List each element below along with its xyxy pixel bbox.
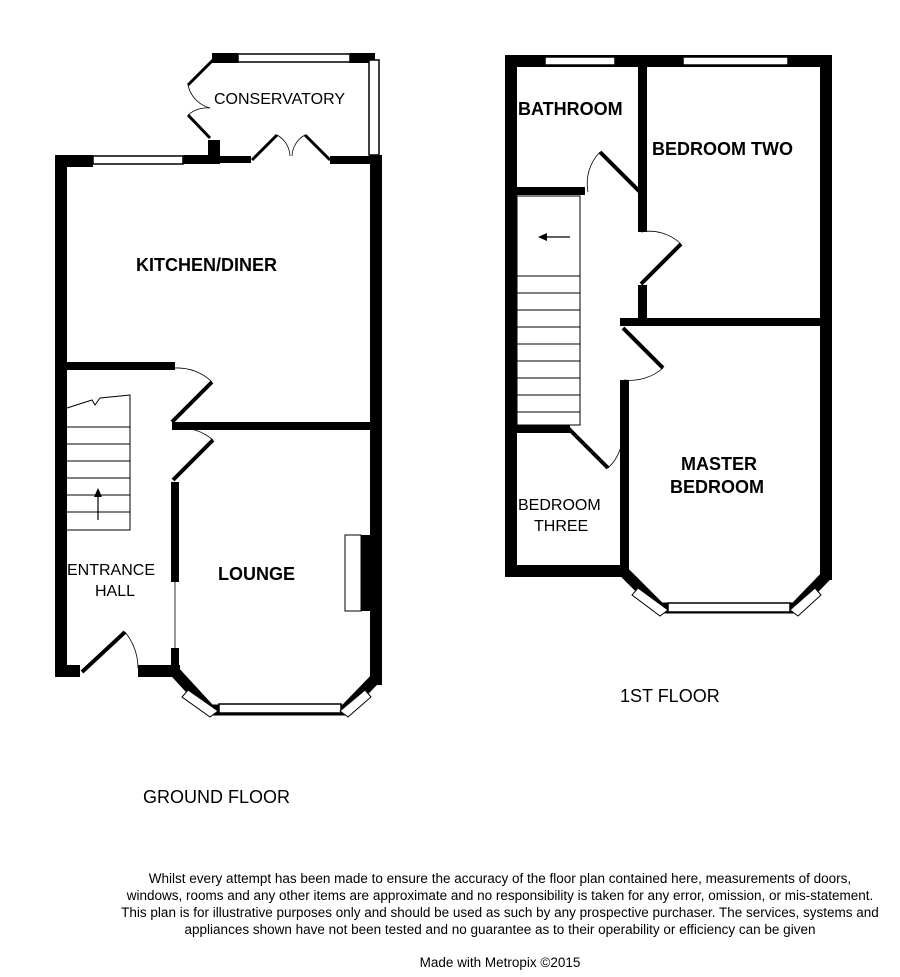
ff-master-window [668, 603, 790, 612]
ff-stairs-arrow [538, 233, 547, 241]
ff-wall-bed3-top [512, 425, 570, 433]
gf-wall-right [370, 155, 382, 685]
ff-wall-left [505, 55, 517, 576]
ff-wall-bath-bed2 [638, 62, 647, 232]
ground-floor-plan [55, 53, 382, 717]
gf-wall-top-mid3 [218, 156, 251, 163]
master-bedroom-label-line1: MASTER [681, 454, 757, 474]
master-bedroom-label-line2: BEDROOM [670, 477, 764, 497]
gf-conservatory-window-right [369, 60, 379, 155]
gf-kitchen-window [93, 156, 183, 164]
gf-wall-left [55, 155, 67, 677]
gf-lounge-window [219, 704, 341, 713]
gf-wall-kitchen-lounge [172, 422, 372, 430]
gf-fireplace [345, 535, 361, 611]
entrance-hall-label-line2: HALL [95, 583, 136, 600]
gf-wall-bottom-left [55, 665, 80, 677]
gf-wall-top-right [330, 156, 382, 164]
lounge-label: LOUNGE [218, 564, 296, 584]
ff-wall-bath-bottom [512, 187, 585, 195]
first-floor-caption: 1ST FLOOR [620, 686, 720, 706]
credit-text: Made with Metropix ©2015 [419, 955, 581, 970]
entrance-hall-label-line1: ENTRANCE [67, 562, 156, 579]
ff-wall-right [820, 55, 832, 580]
ff-wall-bed3-master [620, 380, 629, 575]
gf-wall-top-left [55, 155, 93, 167]
kitchen-diner-label: KITCHEN/DINER [136, 255, 278, 275]
ff-wall-bed2-master [620, 318, 825, 326]
gf-wall-hall-lounge [171, 482, 179, 582]
gf-wall-hall-kitchen [66, 362, 175, 370]
ff-bedroom-two-window [683, 57, 788, 65]
bedroom-three-label-line2: THREE [534, 518, 589, 535]
gf-conservatory-window-top [238, 54, 350, 62]
conservatory-label: CONSERVATORY [214, 91, 345, 108]
ground-floor-caption: GROUND FLOOR [143, 787, 291, 807]
bedroom-two-label: BEDROOM TWO [652, 139, 793, 159]
disclaimer-text: Whilst every attempt has been made to ensure the accuracy of the floor plan contained here, measurements of doors, windows, rooms and any other items are approximate and no responsibility is taken for any error, omission, or mis-statement. This plan is for illustrative purposes only and should be used as such by any prospective purchaser. The services, systems and appliances shown have not been tested and no guarantee as to their operability or efficiency can be given [121, 871, 879, 937]
ff-stairs [517, 196, 580, 425]
bathroom-label: BATHROOM [518, 99, 623, 119]
bedroom-three-label-line1: BEDROOM [518, 497, 601, 514]
gf-stairs [67, 395, 130, 530]
gf-stairs-arrow [94, 488, 102, 497]
ff-bathroom-window [545, 57, 615, 65]
gf-wall-hall-lounge-low [171, 648, 179, 673]
ff-wall-bottom-left [505, 565, 625, 577]
